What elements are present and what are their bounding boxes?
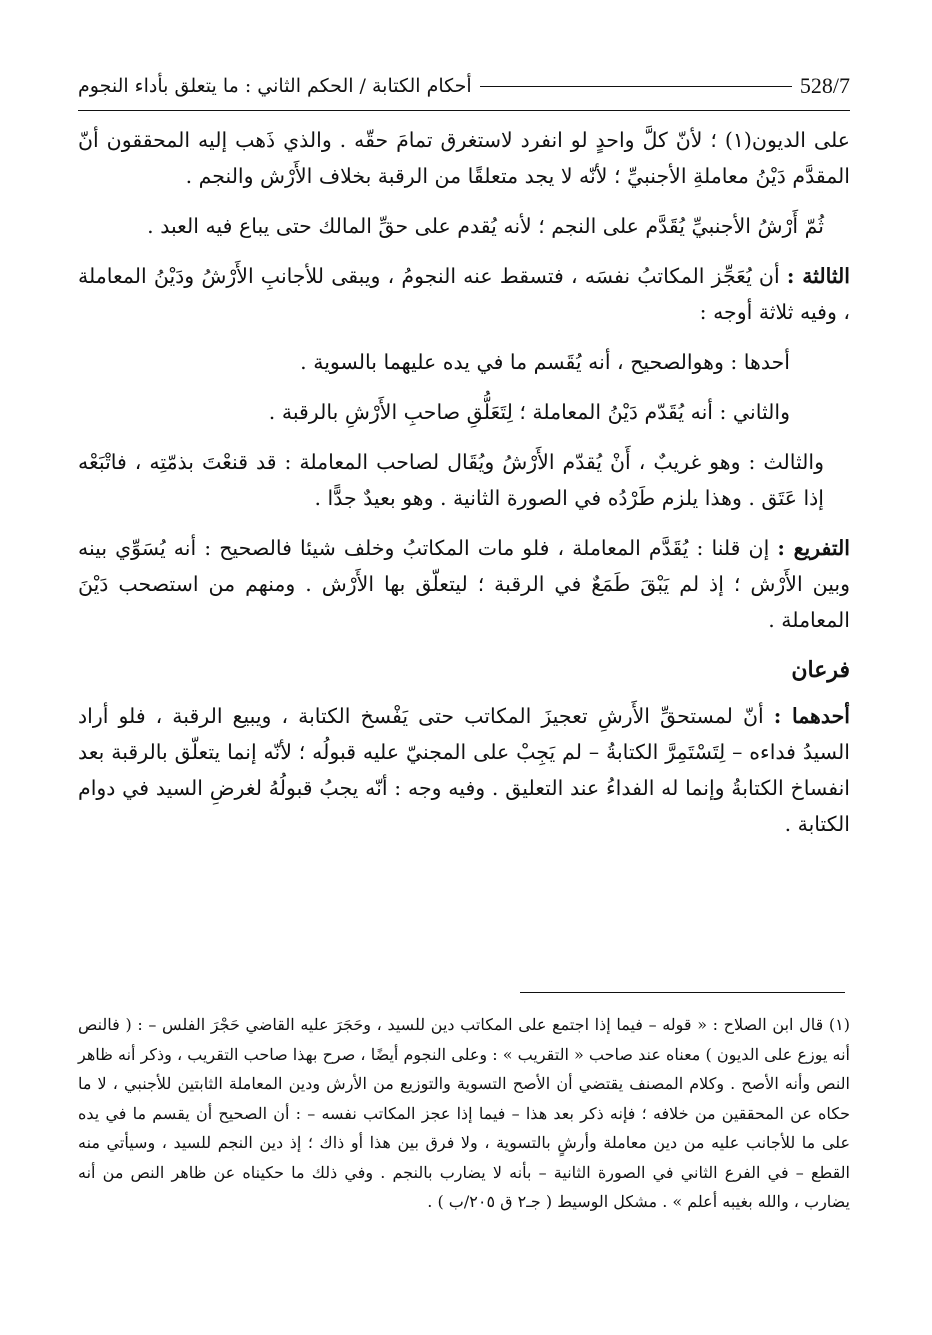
paragraph-lead: الثالثة : xyxy=(786,264,850,288)
paragraph-text: إن قلنا : يُقَدَّم المعاملة ، فلو مات المكاتبُ وخلف شيئا فالصحيح : أنه يُسَوِّي بينه وبين الأَرْش ؛ إذ لم يَبْقَ طَمَعٌ في الرقبة ؛ ليتعلّق بها الأَرْش . ومنهم من استصحب دَيْنَ المعاملة . xyxy=(78,536,850,632)
paragraph xyxy=(78,258,850,330)
paragraph xyxy=(78,530,850,638)
paragraph: أحدها : وهوالصحيح ، أنه يُقَسم ما في يده عليهما بالسوية . xyxy=(300,350,790,374)
main-text xyxy=(78,122,850,856)
paragraph xyxy=(78,698,850,842)
footnotes xyxy=(78,1010,850,1217)
footnote-divider xyxy=(520,992,845,993)
paragraph-lead: التفريع : xyxy=(777,536,850,560)
page-number: 528/7 xyxy=(799,73,850,98)
paragraph-text: أن يُعَجِّز المكاتبُ نفسَه ، فتسقط عنه النجومُ ، ويبقى للأجانبِ الأَرْشُ ودَيْنُ المعاملة ، وفيه ثلاثة أوجه : xyxy=(78,264,850,324)
paragraph-lead: أحدهما : xyxy=(773,704,851,728)
running-header xyxy=(78,66,850,111)
header-dash xyxy=(480,86,792,87)
paragraph: ثُمّ أَرْشُ الأجنبيِّ يُقَدَّم على النجم ؛ لأنه يُقدم على حقِّ المالك حتى يباع فيه العبد . xyxy=(147,214,824,238)
footnote: (١) قال ابن الصلاح : « قوله – فيما إذا اجتمع على المكاتب دين للسيد ، وحَجَرَ عليه القاضي حَجْرَ الفلس – : ( فالنص أنه يوزع على الديون ) معناه عند صاحب « التقريب » : وعلى النجوم أيضًا ، صرح بهذا صاحب التقريب ، وذكر أنه ظاهر النص وأنه الأصح . وكلام المصنف يقتضي أن الأصح التسوية والتوزيع من الأرش ودين المعاملة الثابتين للأجنبي ، لا ما حكاه عن المحققين من خلافه ؛ فإنه ذكر بعد هذا – فيما إذا عجز المكاتب نفسه – : أن الصحيح أن يقسم ما في يده على ما للأجانب عليه من دين معاملة وأرشٍ بالتسوية ، ولا فرق بين هذا أو ذاك ؛ إذ دين النجم للسيد ، وسيأتي منه القطع – في الفرع الثاني في الصورة الثانية – بأنه لا يضارب بالنجم . وفي ذلك ما حكيناه عن ظاهر النص من أنه يضارب ، والله بغيبه أعلم » . مشكل الوسيط ( جـ٢ ق ٢٠٥/ب ) . xyxy=(78,1015,850,1211)
section-title: فرعان xyxy=(791,657,850,683)
paragraph-text: أنّ لمستحقِّ الأَرشِ تعجيزَ المكاتب حتى يَفْسخ الكتابة ، ويبيع الرقبة ، فلو أراد السيدُ فداءه – لِتَسْتَمِرَّ الكتابةُ – لم يَجِبْ على المجنيّ عليه قبولُه ؛ لأنّه إنما يتعلّق بالرقبة بعد انفساخ الكتابةُ وإنما له الفداءُ عند التعليق . وفيه وجه : أنّه يجبُ قبولُهُ لغرضِ السيد في دوام الكتابة . xyxy=(78,704,850,836)
paragraph: والثالث : وهو غريبٌ ، أَنْ يُقدّم الأَرْشُ ويُقَال لصاحب المعاملة : قد قنعْتَ بذمّتِه ، فاتْبَعْه إذا عَتَق . وهذا يلزم طَرْدُه في الصورة الثانية . وهو بعيدٌ جدًّا . xyxy=(78,450,824,510)
running-title: أحكام الكتابة / الحكم الثاني : ما يتعلق بأداء النجوم xyxy=(78,75,472,97)
paragraph: على الديون(١) ؛ لأنّ كلَّ واحدٍ لو انفرد لاستغرق تمامَ حقّه . والذي ذَهب إليه المحققون أنّ المقدَّم دَيْنُ معاملةِ الأجنبيِّ ؛ لأنّه لا يجد متعلقًا من الرقبة بخلاف الأَرْش والنجم . xyxy=(78,128,850,188)
paragraph: والثاني : أنه يُقَدّم دَيْنُ المعاملة ؛ لِتَعَلُّقِ صاحبِ الأَرْشِ بالرقبة . xyxy=(268,400,790,424)
